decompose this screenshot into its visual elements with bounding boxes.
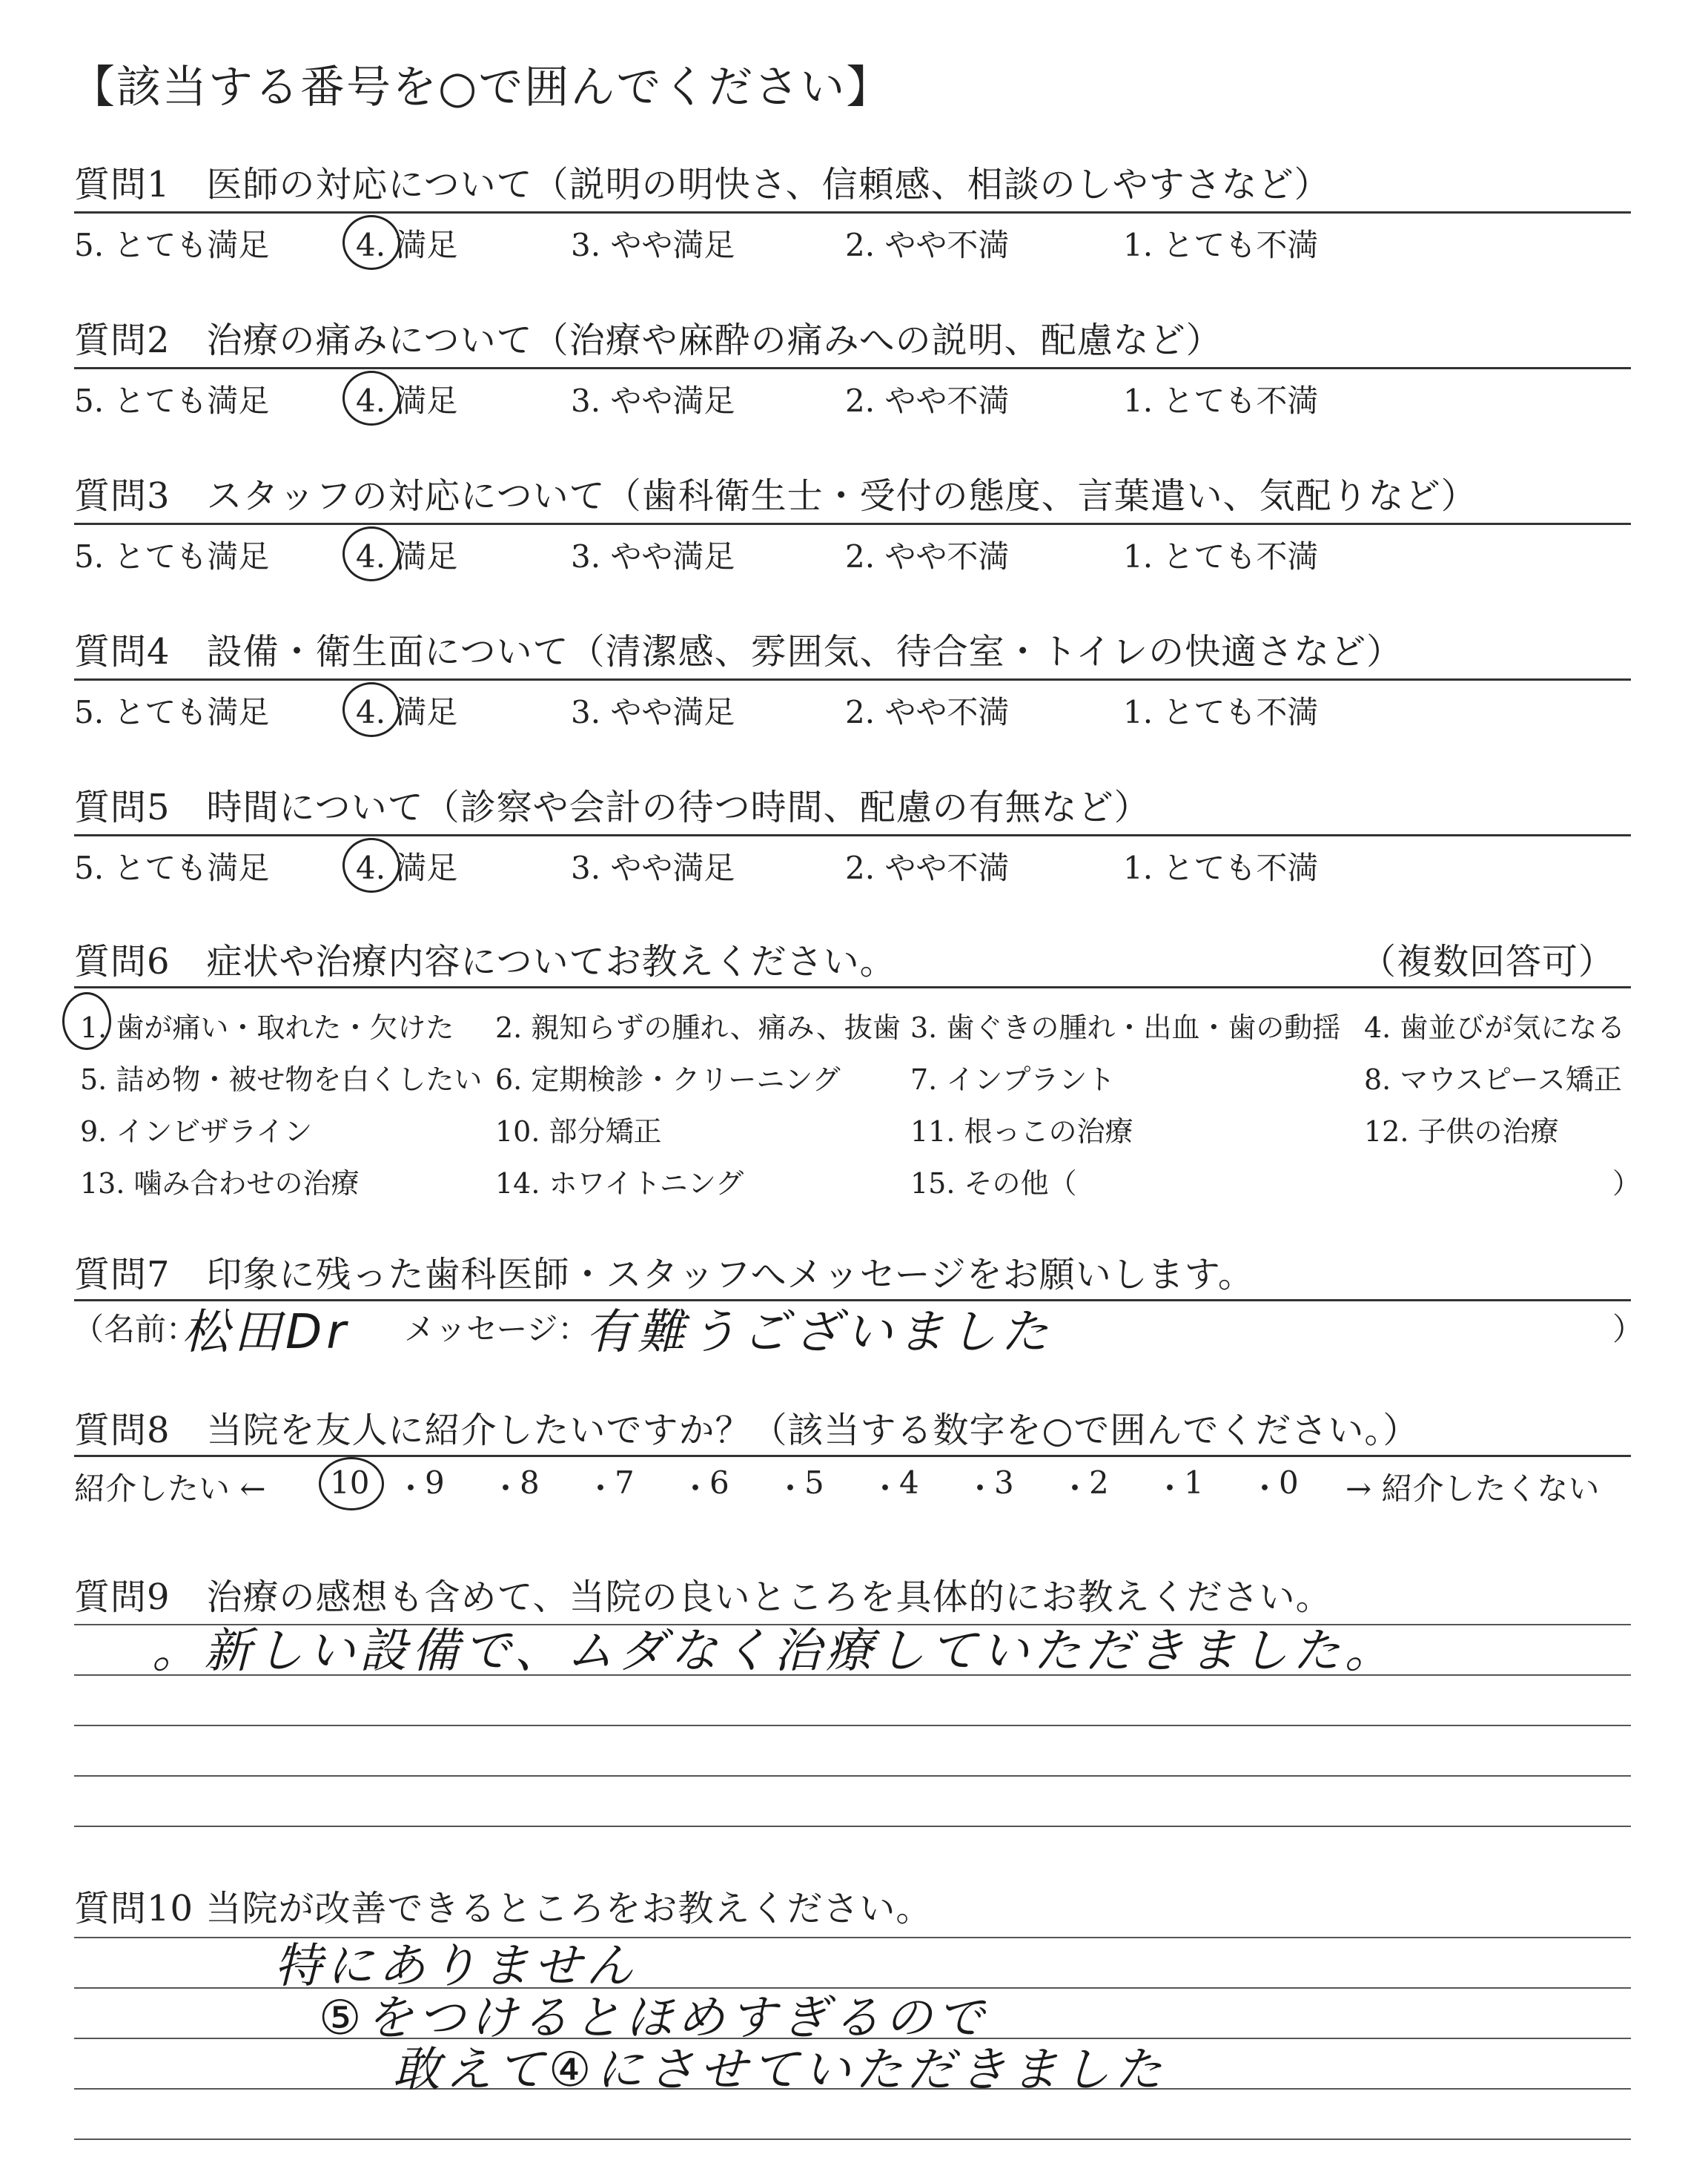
- q2-option-3[interactable]: 3. やや満足: [571, 383, 735, 419]
- q8-separator: ・: [395, 1470, 427, 1507]
- q8-selected-circle[interactable]: [319, 1457, 384, 1510]
- q2-option-1[interactable]: 1. とても不満: [1123, 383, 1319, 419]
- q6-title: 質問6 症状や治療内容についてお教えください。: [74, 941, 896, 982]
- q1-option-2[interactable]: 2. やや不満: [845, 227, 1010, 263]
- q1-rule: [74, 211, 1631, 214]
- q8-separator: ・: [490, 1470, 522, 1507]
- q5-option-3[interactable]: 3. やや満足: [571, 850, 735, 886]
- q7-close-paren: ）: [1612, 1311, 1644, 1347]
- q8-separator: ・: [1154, 1470, 1186, 1507]
- q5-title: 質問5 時間について（診察や会計の待つ時間、配慮の有無など）: [74, 787, 1151, 828]
- q3-rule: [74, 523, 1631, 525]
- q6-option-11[interactable]: 11. 根っこの治療: [910, 1115, 1133, 1148]
- q9-answer[interactable]: 。新しい設備で、ムダなく治療していただきました。: [152, 1624, 1397, 1679]
- q3-selected-circle[interactable]: [342, 526, 400, 581]
- q8-separator: ・: [680, 1470, 712, 1507]
- q8-separator: ・: [1059, 1470, 1091, 1507]
- q7-title: 質問7 印象に残った歯科医師・スタッフへメッセージをお願いします。: [74, 1254, 1254, 1295]
- q8-score-6[interactable]: 6: [709, 1464, 729, 1501]
- q7-message-label: メッセージ：: [404, 1311, 589, 1347]
- q8-separator: ・: [964, 1470, 996, 1507]
- q6-option-10[interactable]: 10. 部分矯正: [495, 1115, 662, 1148]
- q8-separator: ・: [775, 1470, 807, 1507]
- q6-option-6[interactable]: 6. 定期検診・クリーニング: [495, 1063, 841, 1096]
- q5-option-1[interactable]: 1. とても不満: [1123, 850, 1319, 886]
- q3-title: 質問3 スタッフの対応について（歯科衛生士・受付の態度、言葉遣い、気配りなど）: [74, 475, 1477, 517]
- q8-score-2[interactable]: 2: [1089, 1464, 1109, 1501]
- q8-separator: ・: [585, 1470, 617, 1507]
- q6-option-7[interactable]: 7. インプラント: [910, 1063, 1116, 1096]
- q3-option-4[interactable]: 4. 満足: [356, 538, 458, 575]
- q8-score-8[interactable]: 8: [520, 1464, 540, 1501]
- q2-title: 質問2 治療の痛みについて（治療や麻酔の痛みへの説明、配慮など）: [74, 320, 1222, 361]
- q6-option-2[interactable]: 2. 親知らずの腫れ、痛み、抜歯: [495, 1011, 901, 1044]
- q7-name-value[interactable]: 松田Dr: [182, 1305, 351, 1360]
- q7-message-value[interactable]: 有難うございました: [586, 1305, 1053, 1360]
- q6-option-1[interactable]: 1. 歯が痛い・取れた・欠けた: [80, 1011, 454, 1044]
- q9-line-4: [74, 1775, 1631, 1777]
- page-heading: 【該当する番号を○で囲んでください】: [70, 62, 893, 113]
- q10-title: 質問10 当院が改善できるところをお教えください。: [74, 1888, 933, 1929]
- q1-option-4[interactable]: 4. 満足: [356, 227, 458, 263]
- q6-option-3[interactable]: 3. 歯ぐきの腫れ・出血・歯の動揺: [910, 1011, 1341, 1044]
- q6-option-14[interactable]: 14. ホワイトニング: [495, 1167, 744, 1200]
- q8-score-0[interactable]: 0: [1279, 1464, 1299, 1501]
- q6-option-4[interactable]: 4. 歯並びが気になる: [1364, 1011, 1626, 1044]
- q3-option-1[interactable]: 1. とても不満: [1123, 538, 1319, 575]
- q6-option-13[interactable]: 13. 噛み合わせの治療: [80, 1167, 360, 1200]
- q6-other-close: ）: [1612, 1167, 1641, 1200]
- q8-score-7[interactable]: 7: [615, 1464, 635, 1501]
- q7-name-label: （名前：: [73, 1311, 198, 1347]
- q4-option-2[interactable]: 2. やや不満: [845, 694, 1010, 730]
- q5-option-4[interactable]: 4. 満足: [356, 850, 458, 886]
- q8-title: 質問8 当院を友人に紹介したいですか？（該当する数字を○で囲んでください。）: [74, 1410, 1420, 1451]
- q1-option-5[interactable]: 5. とても満足: [74, 227, 270, 263]
- q6-rule: [74, 986, 1631, 988]
- q8-score-3[interactable]: 3: [994, 1464, 1014, 1501]
- q8-score-5[interactable]: 5: [804, 1464, 824, 1501]
- q6-option-15[interactable]: 15. その他（: [910, 1167, 1077, 1200]
- q6-note: （複数回答可）: [1360, 941, 1615, 982]
- q8-separator: ・: [1249, 1470, 1281, 1507]
- q6-option-5[interactable]: 5. 詰め物・被せ物を白くしたい: [80, 1063, 483, 1096]
- q8-separator: ・: [870, 1470, 901, 1507]
- q1-option-3[interactable]: 3. やや満足: [571, 227, 735, 263]
- q6-selected-circle[interactable]: [62, 992, 111, 1050]
- q4-option-1[interactable]: 1. とても不満: [1123, 694, 1319, 730]
- q4-option-5[interactable]: 5. とても満足: [74, 694, 270, 730]
- q1-selected-circle[interactable]: [342, 215, 400, 270]
- q4-rule: [74, 678, 1631, 681]
- q4-option-4[interactable]: 4. 満足: [356, 694, 458, 730]
- q2-option-5[interactable]: 5. とても満足: [74, 383, 270, 419]
- q5-option-2[interactable]: 2. やや不満: [845, 850, 1010, 886]
- q2-rule: [74, 367, 1631, 369]
- q3-option-3[interactable]: 3. やや満足: [571, 538, 735, 575]
- q10-answer-line-2[interactable]: ⑤をつけるとほめすぎるので: [319, 1991, 989, 2046]
- q2-option-4[interactable]: 4. 満足: [356, 383, 458, 419]
- q8-score-10[interactable]: 10: [330, 1464, 370, 1501]
- q8-right-label: → 紹介したくない: [1345, 1470, 1600, 1507]
- q1-title: 質問1 医師の対応について（説明の明快さ、信頼感、相談のしやすさなど）: [74, 164, 1331, 205]
- q2-option-2[interactable]: 2. やや不満: [845, 383, 1010, 419]
- q5-rule: [74, 834, 1631, 836]
- q4-option-3[interactable]: 3. やや満足: [571, 694, 735, 730]
- q9-title: 質問9 治療の感想も含めて、当院の良いところを具体的にお教えください。: [74, 1576, 1332, 1618]
- q8-score-9[interactable]: 9: [425, 1464, 445, 1501]
- q10-answer-line-1[interactable]: 特にありません: [274, 1939, 638, 1994]
- q10-answer-line-3[interactable]: 敢えて④にさせていただきました: [393, 2043, 1167, 2098]
- q2-selected-circle[interactable]: [342, 371, 400, 426]
- q8-score-1[interactable]: 1: [1184, 1464, 1204, 1501]
- q4-title: 質問4 設備・衛生面について（清潔感、雰囲気、待合室・トイレの快適さなど）: [74, 631, 1403, 673]
- q3-option-2[interactable]: 2. やや不満: [845, 538, 1010, 575]
- q10-line-5: [74, 2138, 1631, 2140]
- q5-option-5[interactable]: 5. とても満足: [74, 850, 270, 886]
- q8-score-4[interactable]: 4: [899, 1464, 919, 1501]
- q4-selected-circle[interactable]: [342, 682, 400, 737]
- q3-option-5[interactable]: 5. とても満足: [74, 538, 270, 575]
- q8-rule: [74, 1455, 1631, 1457]
- q6-option-12[interactable]: 12. 子供の治療: [1364, 1115, 1559, 1148]
- q6-option-8[interactable]: 8. マウスピース矯正: [1364, 1063, 1622, 1096]
- q8-left-label: 紹介したい ←: [74, 1470, 266, 1507]
- q9-line-5: [74, 1826, 1631, 1827]
- q6-option-9[interactable]: 9. インビザライン: [80, 1115, 313, 1148]
- q5-selected-circle[interactable]: [342, 838, 400, 893]
- q1-option-1[interactable]: 1. とても不満: [1123, 227, 1319, 263]
- q9-line-3: [74, 1725, 1631, 1726]
